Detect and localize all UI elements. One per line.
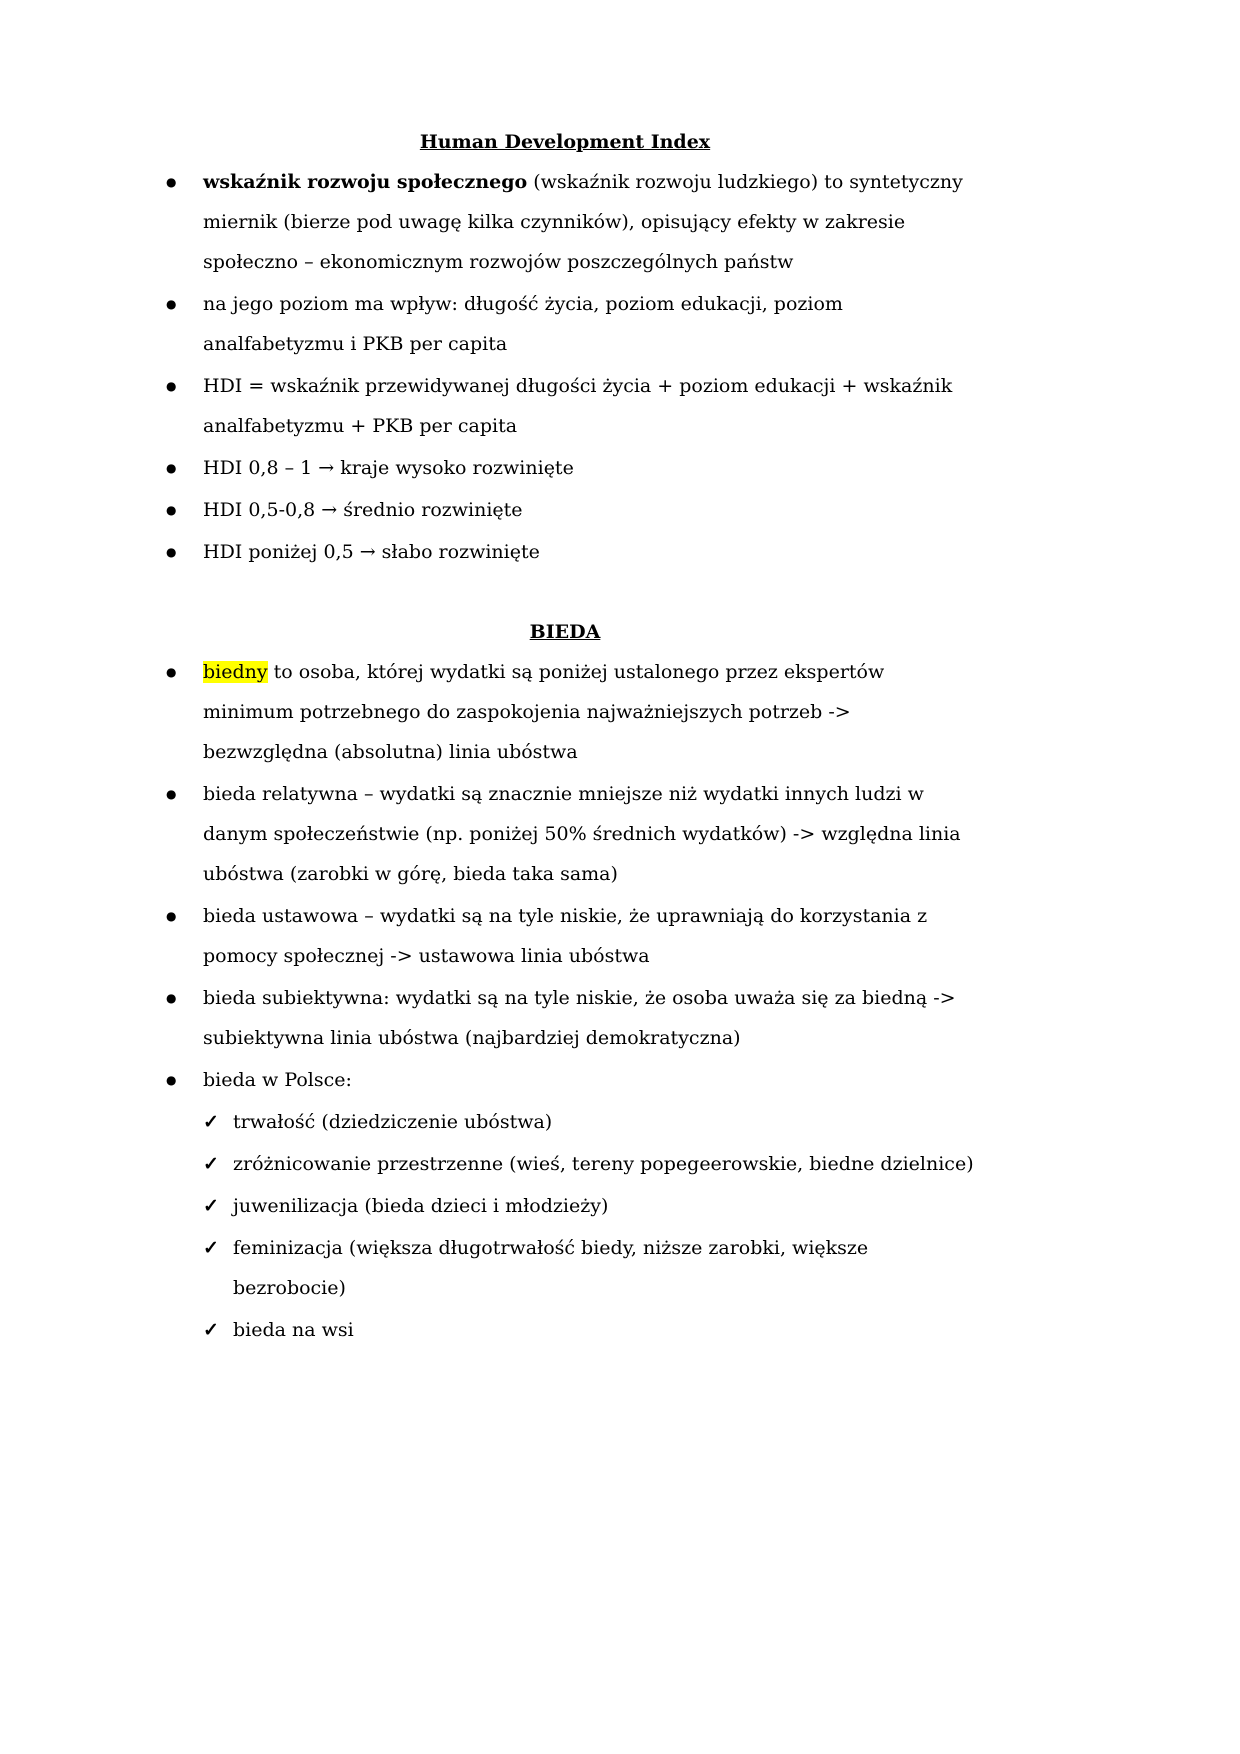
bieda-bullet-list bbox=[150, 652, 980, 1100]
list-item: ● bieda subiektywna: wydatki są na tyle niskie, że osoba uważa się za biedną -> subiektywna linia ubóstwa (najbardziej demokratyczna) bbox=[150, 978, 980, 1058]
section-heading-hdi: Human Development Index bbox=[419, 131, 711, 153]
highlighted-text: biedny bbox=[203, 661, 268, 683]
list-item: ✓ zróżnicowanie przestrzenne (wieś, tereny popegeerowskie, biedne dzielnice) bbox=[150, 1144, 980, 1184]
list-item: ✓ trwałość (dziedziczenie ubóstwa) bbox=[150, 1102, 980, 1142]
hdi-bullet-list bbox=[150, 162, 980, 572]
list-item: ● HDI poniżej 0,5 → słabo rozwinięte bbox=[150, 532, 980, 572]
list-item: ● bieda ustawowa – wydatki są na tyle niskie, że uprawniają do korzystania z pomocy społecznej -> ustawowa linia ubóstwa bbox=[150, 896, 980, 976]
list-item: ✓ feminizacja (większa długotrwałość biedy, niższe zarobki, większe bezrobocie) bbox=[150, 1228, 980, 1308]
list-item: ● bieda w Polsce: bbox=[150, 1060, 980, 1100]
list-item: ● HDI 0,8 – 1 → kraje wysoko rozwinięte bbox=[150, 448, 980, 488]
list-item: ● HDI = wskaźnik przewidywanej długości życia + poziom edukacji + wskaźnik analfabetyzmu + PKB per capita bbox=[150, 366, 980, 446]
list-item: ● wskaźnik rozwoju społecznego (wskaźnik rozwoju ludzkiego) to syntetyczny miernik (bierze pod uwagę kilka czynników), opisujący efekty w zakresie społeczno – ekonomicznym rozwojów poszczególnych państw bbox=[150, 162, 980, 282]
section-heading-bieda: BIEDA bbox=[529, 621, 601, 643]
list-item: ✓ bieda na wsi bbox=[150, 1310, 980, 1350]
list-item: ● bieda relatywna – wydatki są znacznie mniejsze niż wydatki innych ludzi w danym społeczeństwie (np. poniżej 50% średnich wydatków) -> względna linia ubóstwa (zarobki w górę, bieda taka sama) bbox=[150, 774, 980, 894]
bieda-poland-checklist bbox=[150, 1102, 980, 1350]
list-item: ● na jego poziom ma wpływ: długość życia, poziom edukacji, poziom analfabetyzmu i PKB per capita bbox=[150, 284, 980, 364]
list-item: ● HDI 0,5-0,8 → średnio rozwinięte bbox=[150, 490, 980, 530]
document-content bbox=[150, 0, 980, 1350]
list-item: ✓ juwenilizacja (bieda dzieci i młodzieży) bbox=[150, 1186, 980, 1226]
list-item: ● biedny to osoba, której wydatki są poniżej ustalonego przez ekspertów minimum potrzebnego do zaspokojenia najważniejszych potrzeb -> bezwzględna (absolutna) linia ubóstwa bbox=[150, 652, 980, 772]
bold-lead-text: wskaźnik rozwoju społecznego bbox=[203, 171, 528, 193]
